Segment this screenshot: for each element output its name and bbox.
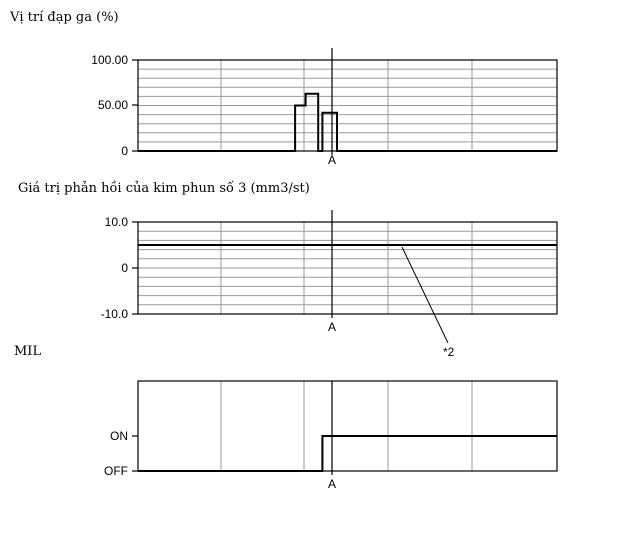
chart3-ytick-label: ON: [110, 429, 128, 443]
chart3-marker-label: A: [327, 477, 337, 491]
chart3-frame: [138, 381, 557, 471]
chart3-ytick-label: OFF: [104, 464, 128, 478]
chart2-ytick-label: 10.0: [104, 215, 128, 229]
chart3-series-line: [138, 436, 557, 471]
chart1-ytick-label: 50.00: [97, 98, 128, 112]
chart1-series-line: [138, 94, 557, 151]
chart2-title: Giá trị phản hồi của kim phun số 3 (mm3/st): [18, 181, 310, 196]
chart2-ytick-label: -10.0: [100, 307, 128, 321]
chart1-title: Vị trí đạp ga (%): [10, 10, 119, 25]
chart1-ytick-label: 0: [121, 144, 128, 158]
chart2-annotation-leader: [402, 247, 448, 343]
chart1-marker-label: A: [327, 153, 337, 167]
chart2-marker-label: A: [327, 320, 337, 334]
chart2-ytick-label: 0: [121, 261, 128, 275]
chart1-ytick-label: 100.00: [91, 53, 128, 67]
chart3-title: MIL: [14, 344, 42, 359]
chart2-annotation-label: *2: [443, 345, 455, 359]
